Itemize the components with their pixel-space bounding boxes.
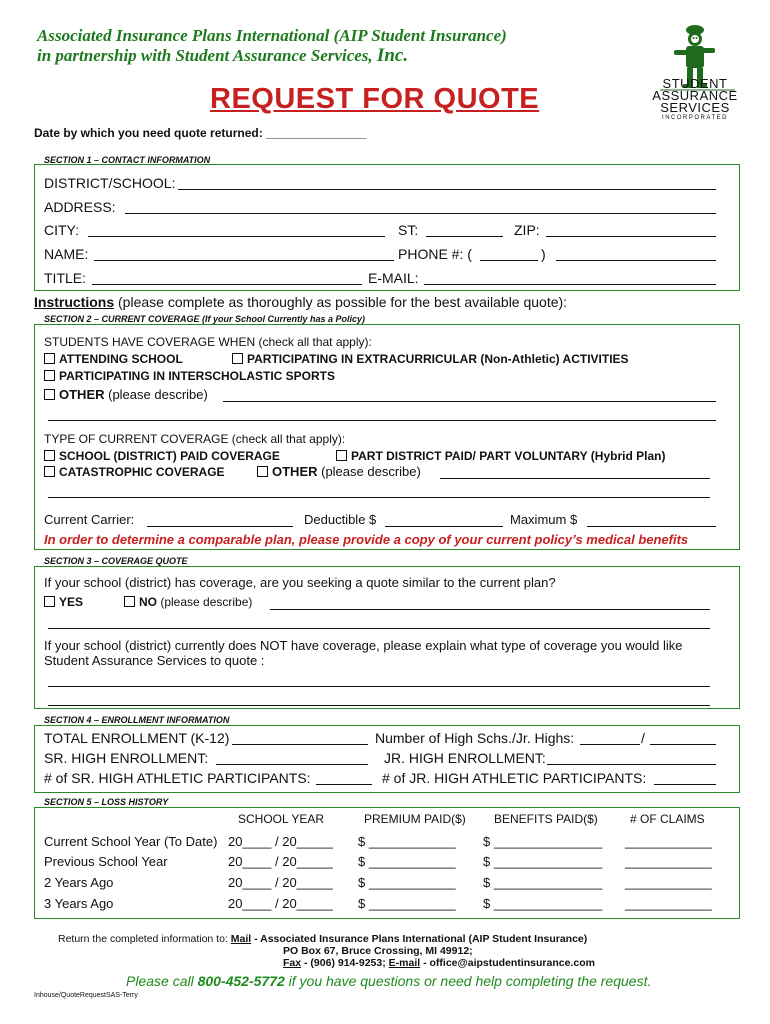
loss-claims-field[interactable]: ____________ bbox=[625, 875, 712, 890]
hybrid-plan-checkbox[interactable] bbox=[336, 450, 347, 461]
header-line-1: Associated Insurance Plans International (AIP Student Insurance) bbox=[37, 26, 507, 45]
loss-benefits-field[interactable]: $ _______________ bbox=[483, 896, 603, 911]
yes-option[interactable] bbox=[44, 595, 83, 609]
section-2-heading: SECTION 2 – CURRENT COVERAGE (If your School Currently has a Policy) bbox=[44, 314, 366, 324]
other-coverage-checkbox[interactable] bbox=[44, 389, 55, 400]
col-num-claims: # OF CLAIMS bbox=[630, 812, 705, 826]
call-line bbox=[126, 973, 651, 989]
logo-line-2: ASSURANCE bbox=[652, 88, 738, 103]
page-title: REQUEST FOR QUOTE bbox=[210, 83, 540, 115]
col-benefits-paid: BENEFITS PAID($) bbox=[494, 812, 598, 826]
jr-athletic-field[interactable] bbox=[654, 784, 716, 785]
district-paid-checkbox[interactable] bbox=[44, 450, 55, 461]
district-school-field[interactable] bbox=[178, 189, 716, 190]
fax-email-line bbox=[283, 957, 595, 969]
sr-athletic-label: # of SR. HIGH ATHLETIC PARTICIPANTS: bbox=[44, 770, 311, 786]
num-high-schools-label: Number of High Schs./Jr. Highs: bbox=[375, 730, 575, 746]
name-label: NAME: bbox=[44, 246, 89, 262]
loss-claims-field[interactable]: ____________ bbox=[625, 896, 712, 911]
district-paid-label: SCHOOL (DISTRICT) PAID COVERAGE bbox=[59, 449, 280, 463]
return-prefix: Return the completed information to: bbox=[58, 933, 231, 945]
loss-claims-field[interactable]: ____________ bbox=[625, 854, 712, 869]
jr-athletic-label: # of JR. HIGH ATHLETIC PARTICIPANTS: bbox=[382, 770, 647, 786]
fax-label: Fax bbox=[283, 957, 302, 969]
other-coverage-option[interactable] bbox=[44, 387, 208, 402]
num-high-schools-field[interactable] bbox=[580, 744, 640, 745]
extracurricular-checkbox[interactable] bbox=[232, 353, 243, 364]
zip-label: ZIP: bbox=[514, 222, 540, 238]
loss-year-field[interactable]: 20____ / 20_____ bbox=[228, 896, 333, 911]
mail-label: Mail bbox=[230, 933, 252, 945]
email-label: E-MAIL: bbox=[368, 270, 419, 286]
sr-high-enrollment-label: SR. HIGH ENROLLMENT: bbox=[44, 750, 209, 766]
other-coverage-describe: (please describe) bbox=[104, 387, 208, 402]
total-enrollment-field[interactable] bbox=[232, 744, 368, 745]
hybrid-plan-label: PART DISTRICT PAID/ PART VOLUNTARY (Hybrid Plan) bbox=[351, 449, 666, 463]
zip-field[interactable] bbox=[546, 236, 716, 237]
hybrid-plan-option[interactable] bbox=[336, 449, 665, 463]
fax-text: - (906) 914-9253; bbox=[301, 957, 389, 969]
attending-school-option[interactable] bbox=[44, 352, 183, 366]
no-coverage-question-1: If your school (district) currently does NOT have coverage, please explain what type of coverage you would like bbox=[44, 638, 683, 653]
loss-row-label: 2 Years Ago bbox=[44, 875, 114, 890]
email-contact-label: E-mail bbox=[388, 957, 421, 969]
title-label: TITLE: bbox=[44, 270, 87, 286]
other-type-label: OTHER bbox=[272, 464, 318, 479]
sr-athletic-field[interactable] bbox=[316, 784, 372, 785]
maximum-label: Maximum $ bbox=[510, 512, 578, 527]
coverage-type-label: TYPE OF CURRENT COVERAGE (check all that apply): bbox=[44, 432, 346, 446]
logo-line-3: SERVICES bbox=[660, 100, 730, 115]
no-checkbox[interactable] bbox=[124, 596, 135, 607]
catastrophic-option[interactable] bbox=[44, 465, 225, 479]
address-label: ADDRESS: bbox=[44, 199, 116, 215]
state-label: ST: bbox=[398, 222, 419, 238]
no-describe: (please describe) bbox=[157, 595, 253, 609]
loss-year-field[interactable]: 20____ / 20_____ bbox=[228, 875, 333, 890]
loss-year-field[interactable]: 20____ / 20_____ bbox=[228, 834, 333, 849]
phone-label: PHONE #: ( bbox=[398, 246, 472, 262]
section-1-heading: SECTION 1 – CONTACT INFORMATION bbox=[44, 155, 211, 165]
coverage-explain-field[interactable] bbox=[48, 686, 710, 687]
loss-premium-field[interactable]: $ ____________ bbox=[358, 896, 456, 911]
sr-high-enrollment-field[interactable] bbox=[216, 764, 368, 765]
interscholastic-checkbox[interactable] bbox=[44, 370, 55, 381]
deductible-field[interactable] bbox=[385, 526, 503, 527]
jr-high-enrollment-field[interactable] bbox=[547, 764, 716, 765]
yes-checkbox[interactable] bbox=[44, 596, 55, 607]
date-needed-field[interactable] bbox=[34, 126, 366, 140]
email-contact-text[interactable]: - office@aipstudentinsurance.com bbox=[420, 957, 595, 969]
header-inc: Inc. bbox=[376, 45, 409, 66]
loss-year-field[interactable]: 20____ / 20_____ bbox=[228, 854, 333, 869]
email-field[interactable] bbox=[424, 284, 716, 285]
extracurricular-option[interactable] bbox=[232, 352, 629, 366]
mail-address: PO Box 67, Bruce Crossing, MI 49912; bbox=[283, 945, 473, 957]
state-field[interactable] bbox=[426, 236, 503, 237]
no-describe-field-2[interactable] bbox=[48, 628, 710, 629]
area-code-field[interactable] bbox=[480, 260, 538, 261]
extracurricular-label: PARTICIPATING IN EXTRACURRICULAR (Non-Athletic) ACTIVITIES bbox=[247, 352, 629, 366]
other-type-describe: (please describe) bbox=[317, 464, 421, 479]
deductible-label: Deductible $ bbox=[304, 512, 377, 527]
similar-plan-question: If your school (district) has coverage, are you seeking a quote similar to the current plan? bbox=[44, 575, 556, 590]
city-label: CITY: bbox=[44, 222, 80, 238]
catastrophic-label: CATASTROPHIC COVERAGE bbox=[59, 465, 225, 479]
phone-close-paren: ) bbox=[541, 246, 546, 262]
no-coverage-question-2: Student Assurance Services to quote : bbox=[44, 653, 265, 668]
return-info bbox=[58, 933, 587, 945]
other-coverage-field-2[interactable] bbox=[48, 420, 716, 421]
catastrophic-checkbox[interactable] bbox=[44, 466, 55, 477]
section-3-heading: SECTION 3 – COVERAGE QUOTE bbox=[44, 556, 188, 566]
address-field[interactable] bbox=[125, 213, 716, 214]
jr-high-enrollment-label: JR. HIGH ENROLLMENT: bbox=[384, 750, 546, 766]
loss-premium-field[interactable]: $ ____________ bbox=[358, 854, 456, 869]
student-assurance-logo bbox=[640, 22, 750, 134]
other-type-field[interactable] bbox=[440, 478, 710, 479]
call-suffix: if you have questions or need help completing the request. bbox=[284, 973, 652, 989]
loss-row-label: Current School Year (To Date) bbox=[44, 834, 218, 849]
loss-benefits-field[interactable]: $ _______________ bbox=[483, 875, 603, 890]
instructions bbox=[34, 294, 567, 310]
phone-field[interactable] bbox=[556, 260, 716, 261]
attending-school-label: ATTENDING SCHOOL bbox=[59, 352, 183, 366]
district-school-label: DISTRICT/SCHOOL: bbox=[44, 175, 176, 191]
students-coverage-label: STUDENTS HAVE COVERAGE WHEN (check all that apply): bbox=[44, 335, 372, 349]
current-carrier-label: Current Carrier: bbox=[44, 512, 135, 527]
interscholastic-option[interactable] bbox=[44, 369, 335, 383]
district-paid-option[interactable] bbox=[44, 449, 280, 463]
logo-line-4: INCORPORATED bbox=[662, 115, 728, 121]
loss-benefits-field[interactable]: $ _______________ bbox=[483, 854, 603, 869]
instructions-text: (please complete as thoroughly as possible for the best available quote): bbox=[114, 294, 568, 310]
header-line-2 bbox=[37, 45, 408, 67]
no-describe-field[interactable] bbox=[270, 609, 710, 610]
col-school-year: SCHOOL YEAR bbox=[238, 812, 325, 826]
loss-claims-field[interactable]: ____________ bbox=[625, 834, 712, 849]
num-jr-highs-field[interactable] bbox=[650, 744, 716, 745]
date-needed-label: Date by which you need quote returned: bbox=[34, 126, 263, 140]
col-premium-paid: PREMIUM PAID($) bbox=[364, 812, 466, 826]
no-label: NO bbox=[139, 595, 157, 609]
other-type-option[interactable] bbox=[257, 464, 421, 479]
date-needed-blank: _______________ bbox=[266, 126, 367, 140]
other-coverage-label: OTHER bbox=[59, 387, 105, 402]
section-5-heading: SECTION 5 – LOSS HISTORY bbox=[44, 797, 169, 807]
section-4-heading: SECTION 4 – ENROLLMENT INFORMATION bbox=[44, 715, 230, 725]
other-type-field-2[interactable] bbox=[48, 497, 710, 498]
yes-label: YES bbox=[59, 595, 84, 609]
maximum-field[interactable] bbox=[587, 526, 716, 527]
policy-copy-note: In order to determine a comparable plan, please provide a copy of your current policy’s medical benefits bbox=[44, 532, 689, 547]
num-separator: / bbox=[641, 730, 645, 746]
coverage-explain-field-2[interactable] bbox=[48, 705, 710, 706]
other-coverage-field[interactable] bbox=[223, 401, 716, 402]
call-prefix: Please call bbox=[126, 973, 198, 989]
loss-premium-field[interactable]: $ ____________ bbox=[358, 875, 456, 890]
loss-row-label: 3 Years Ago bbox=[44, 896, 114, 911]
title-field[interactable] bbox=[92, 284, 362, 285]
mail-text: - Associated Insurance Plans International (AIP Student Insurance) bbox=[251, 933, 588, 945]
no-option[interactable] bbox=[124, 595, 252, 609]
other-type-checkbox[interactable] bbox=[257, 466, 268, 477]
name-field[interactable] bbox=[94, 260, 394, 261]
loss-benefits-field[interactable]: $ _______________ bbox=[483, 834, 603, 849]
attending-school-checkbox[interactable] bbox=[44, 353, 55, 364]
header-line-2-text: in partnership with Student Assurance Services, bbox=[37, 46, 377, 65]
instructions-label: Instructions bbox=[34, 294, 115, 310]
logo-line-1: STUDENT bbox=[662, 76, 728, 91]
logo-text bbox=[640, 78, 750, 122]
loss-premium-field[interactable]: $ ____________ bbox=[358, 834, 456, 849]
total-enrollment-label: TOTAL ENROLLMENT (K-12) bbox=[44, 730, 230, 746]
city-field[interactable] bbox=[88, 236, 385, 237]
current-carrier-field[interactable] bbox=[147, 526, 293, 527]
loss-row-label: Previous School Year bbox=[44, 854, 168, 869]
interscholastic-label: PARTICIPATING IN INTERSCHOLASTIC SPORTS bbox=[59, 369, 336, 383]
call-phone[interactable]: 800-452-5772 bbox=[197, 973, 285, 989]
document-id: Inhouse/QuoteRequestSAS-Terry bbox=[34, 992, 138, 999]
